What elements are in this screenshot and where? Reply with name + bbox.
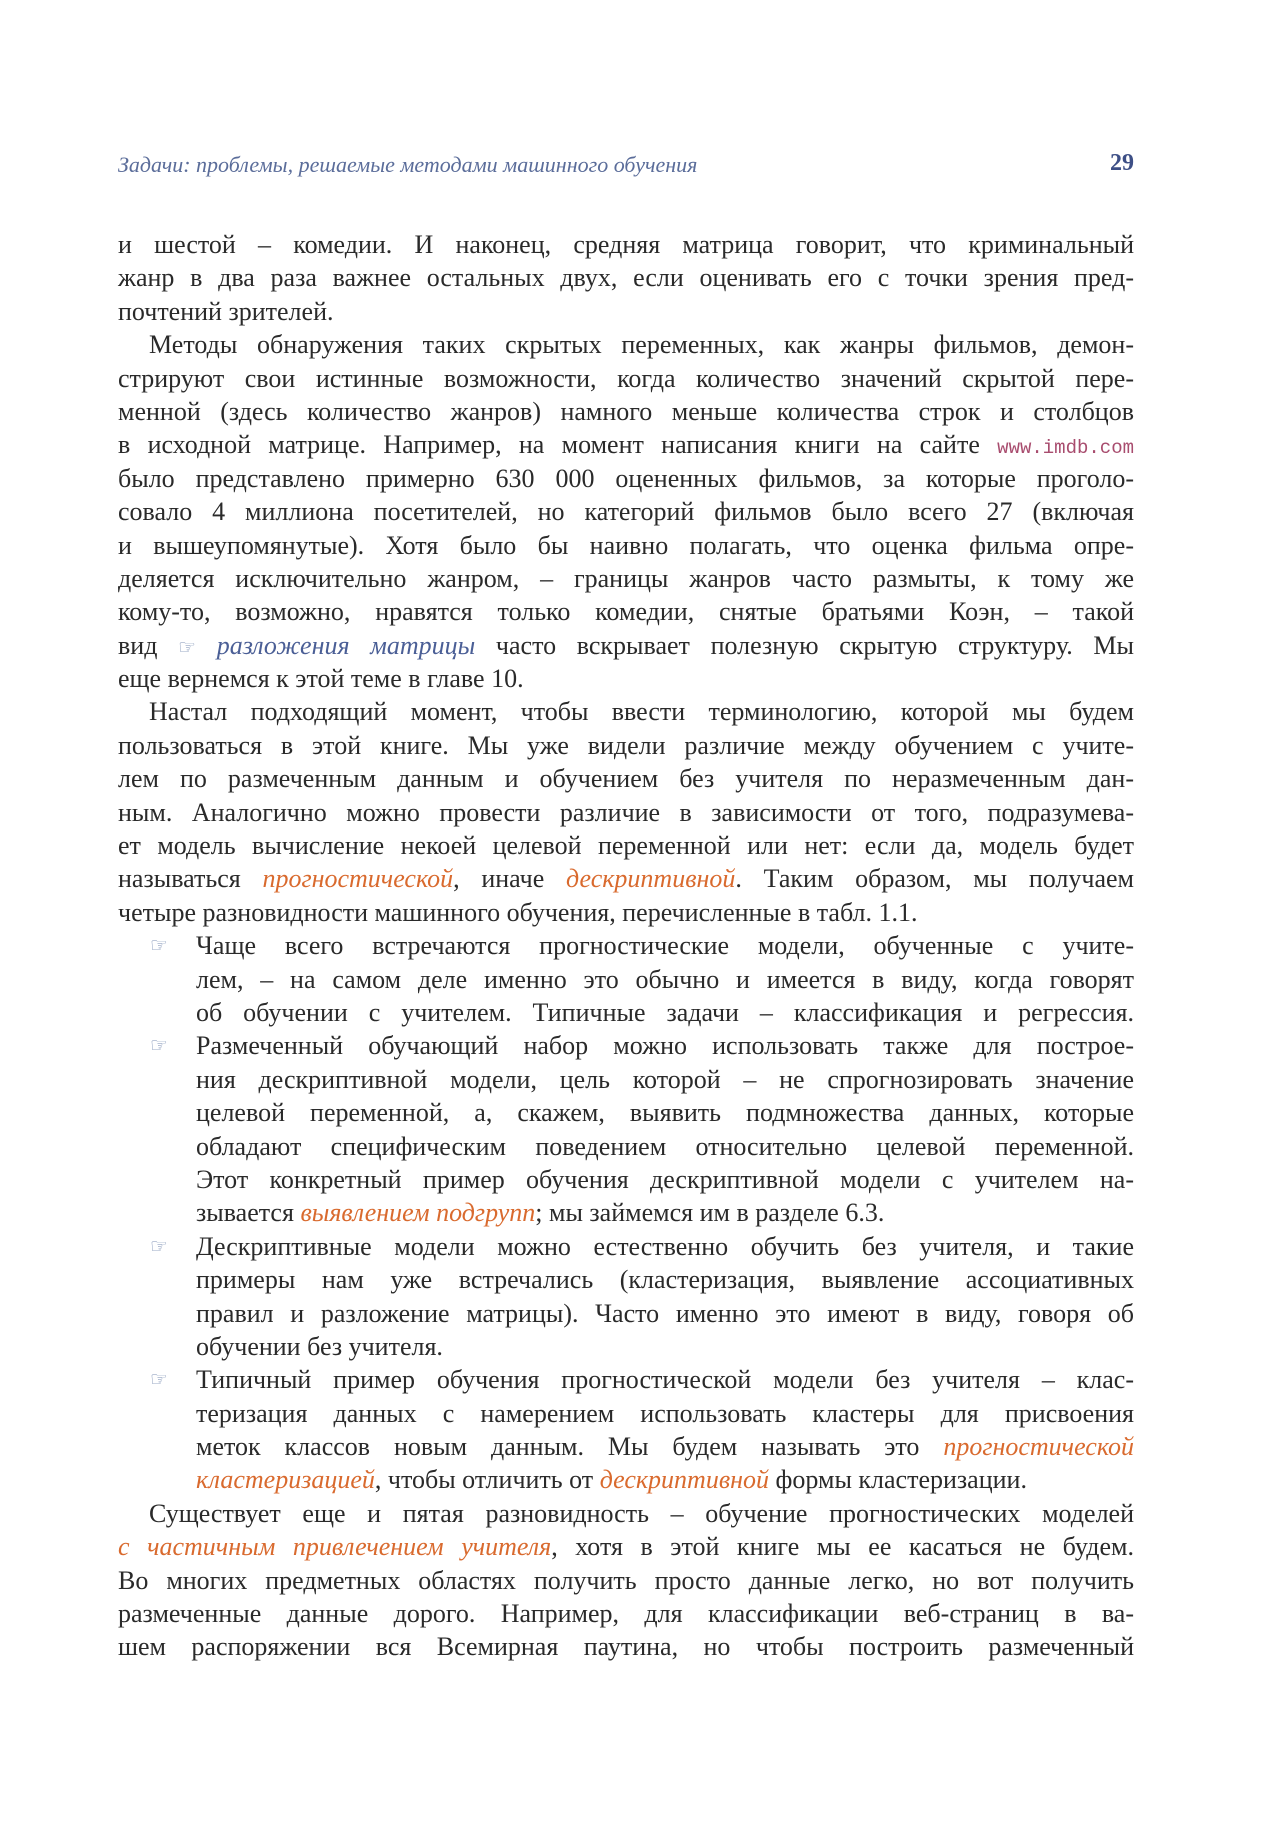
pointing-hand-icon: ☞ bbox=[150, 1233, 168, 1258]
running-header bbox=[118, 152, 1134, 186]
text-line: кому-то, возможно, нравятся только комедии, снятые братьями Коэн, – такой bbox=[118, 597, 1134, 627]
text-line: примеры нам уже встречались (кластеризация, выявление ассоциативных bbox=[196, 1265, 1134, 1295]
list-item bbox=[118, 929, 1134, 962]
text-line: ет модель вычисление некоей целевой переменной или нет: если да, модель будет bbox=[118, 831, 1134, 861]
term-predictive: прогностической bbox=[262, 864, 454, 894]
term-descriptive: дескриптивной bbox=[566, 864, 736, 894]
text-segment: ; мы займемся им в разделе 6.3. bbox=[535, 1198, 885, 1228]
text-line: четыре разновидности машинного обучения, перечисленные в табл. 1.1. bbox=[118, 897, 918, 927]
text-line: Настал подходящий момент, чтобы ввести терминологию, которой мы будем bbox=[149, 697, 1134, 727]
text-segment: , хотя в этой книге мы ее касаться не будем. bbox=[551, 1532, 1134, 1562]
term-predictive-clustering: прогностической bbox=[943, 1432, 1134, 1462]
text-segment: формы кластеризации. bbox=[775, 1465, 1027, 1495]
term-subgroup-discovery: выявлением подгрупп bbox=[300, 1198, 536, 1228]
text-line: было представлено примерно 630 000 оцененных фильмов, за которые проголо- bbox=[118, 463, 1134, 493]
text-segment: в исходной матрице. Например, на момент написания книги на сайте bbox=[118, 430, 980, 460]
list-item bbox=[118, 1230, 1134, 1263]
text-segment: Дескриптивные модели можно естественно обучить без учителя, и такие bbox=[196, 1231, 1134, 1261]
page-number: 29 bbox=[1110, 150, 1134, 176]
text-line: лем, – на самом деле именно это обычно и имеется в виду, когда говорят bbox=[196, 964, 1134, 994]
text-segment: Размеченный обучающий набор можно использовать также для построе- bbox=[196, 1031, 1134, 1061]
text-line: деляется исключительно жанром, – границы жанров часто размыты, к тому же bbox=[118, 563, 1134, 593]
text-line bbox=[118, 629, 1134, 662]
text-line bbox=[118, 1430, 1134, 1463]
text-line: почтений зрителей. bbox=[118, 296, 334, 326]
text-segment: называться bbox=[118, 864, 241, 894]
text-segment: зывается bbox=[196, 1198, 294, 1228]
text-line: Этот конкретный пример обучения дескриптивной модели с учителем на- bbox=[196, 1164, 1134, 1194]
text-line: Во многих предметных областях получить просто данные легко, но вот получить bbox=[118, 1565, 1134, 1595]
text-line bbox=[118, 862, 1134, 895]
text-line: теризация данных с намерением использовать кластеры для присвоения bbox=[196, 1398, 1134, 1428]
text-segment: вид bbox=[118, 630, 158, 660]
list-item bbox=[118, 1363, 1134, 1396]
text-line: обучении без учителя. bbox=[196, 1331, 443, 1361]
text-segment: , чтобы отличить от bbox=[374, 1465, 594, 1495]
text-line: шем распоряжении вся Всемирная паутина, но чтобы построить размеченный bbox=[118, 1632, 1134, 1662]
text-line: обладают специфическим поведением относительно целевой переменной. bbox=[196, 1131, 1134, 1161]
text-line: об обучении с учителем. Типичные задачи – классификация и регрессия. bbox=[196, 997, 1134, 1027]
text-line: еще вернемся к этой теме в главе 10. bbox=[118, 664, 524, 694]
text-segment: часто вскрывает полезную скрытую структуру. Мы bbox=[495, 630, 1134, 660]
pointing-hand-icon: ☞ bbox=[150, 933, 168, 958]
text-line: Методы обнаружения таких скрытых переменных, как жанры фильмов, демон- bbox=[149, 330, 1134, 360]
body-text bbox=[118, 228, 1134, 1664]
pointing-hand-icon: ☞ bbox=[178, 634, 197, 659]
text-line bbox=[118, 428, 1134, 461]
text-segment: Типичный пример обучения прогностической модели без учителя – клас- bbox=[196, 1365, 1134, 1395]
text-line: пользоваться в этой книге. Мы уже видели различие между обучением с учите- bbox=[118, 730, 1134, 760]
text-line bbox=[118, 1196, 1134, 1229]
text-segment: . Таким образом, мы получаем bbox=[735, 864, 1135, 894]
term-semi-supervised: с частичным привлечением учителя bbox=[118, 1532, 552, 1562]
text-line bbox=[118, 1530, 1134, 1563]
glossary-term-link[interactable]: разложения матрицы bbox=[216, 630, 476, 660]
text-line: ния дескриптивной модели, цель которой – не спрогнозировать значение bbox=[196, 1064, 1134, 1094]
text-segment: Чаще всего встречаются прогностические модели, обученные с учите- bbox=[196, 931, 1134, 961]
pointing-hand-icon: ☞ bbox=[150, 1367, 168, 1392]
text-segment: меток классов новым данным. Мы будем называть это bbox=[196, 1432, 920, 1462]
text-line: менной (здесь количество жанров) намного меньше количества строк и столбцов bbox=[118, 396, 1134, 426]
text-line: совало 4 миллиона посетителей, но категорий фильмов было всего 27 (включая bbox=[118, 497, 1134, 527]
list-item bbox=[118, 1029, 1134, 1062]
text-line: размеченные данные дорого. Например, для классификации веб-страниц в ва- bbox=[118, 1599, 1134, 1629]
text-line bbox=[118, 1463, 1134, 1496]
text-line: ным. Аналогично можно провести различие в зависимости от того, подразумева- bbox=[118, 797, 1134, 827]
term-descriptive-clustering: дескриптивной bbox=[599, 1465, 770, 1495]
pointing-hand-icon: ☞ bbox=[150, 1033, 168, 1058]
running-title: Задачи: проблемы, решаемые методами машинного обучения bbox=[118, 152, 698, 177]
text-line: жанр в два раза важнее остальных двух, если оценивать его с точки зрения пред- bbox=[118, 263, 1134, 293]
text-line: целевой переменной, а, скажем, выявить подмножества данных, которые bbox=[196, 1098, 1134, 1128]
text-line: стрируют свои истинные возможности, когда количество значений скрытой пере- bbox=[118, 363, 1134, 393]
text-line: и вышеупомянутые). Хотя было бы наивно полагать, что оценка фильма опре- bbox=[118, 530, 1134, 560]
text-line: и шестой – комедии. И наконец, средняя матрица говорит, что криминальный bbox=[118, 230, 1134, 259]
term-clustering: кластеризацией bbox=[196, 1465, 375, 1495]
imdb-link[interactable]: www.imdb.com bbox=[997, 437, 1134, 460]
text-line: лем по размеченным данным и обучением без учителя по неразмеченным дан- bbox=[118, 764, 1134, 794]
text-line: правил и разложение матрицы). Часто именно это имеют в виду, говоря об bbox=[196, 1298, 1134, 1328]
text-segment: , иначе bbox=[453, 864, 545, 894]
text-line: Существует еще и пятая разновидность – обучение прогностических моделей bbox=[149, 1498, 1134, 1528]
